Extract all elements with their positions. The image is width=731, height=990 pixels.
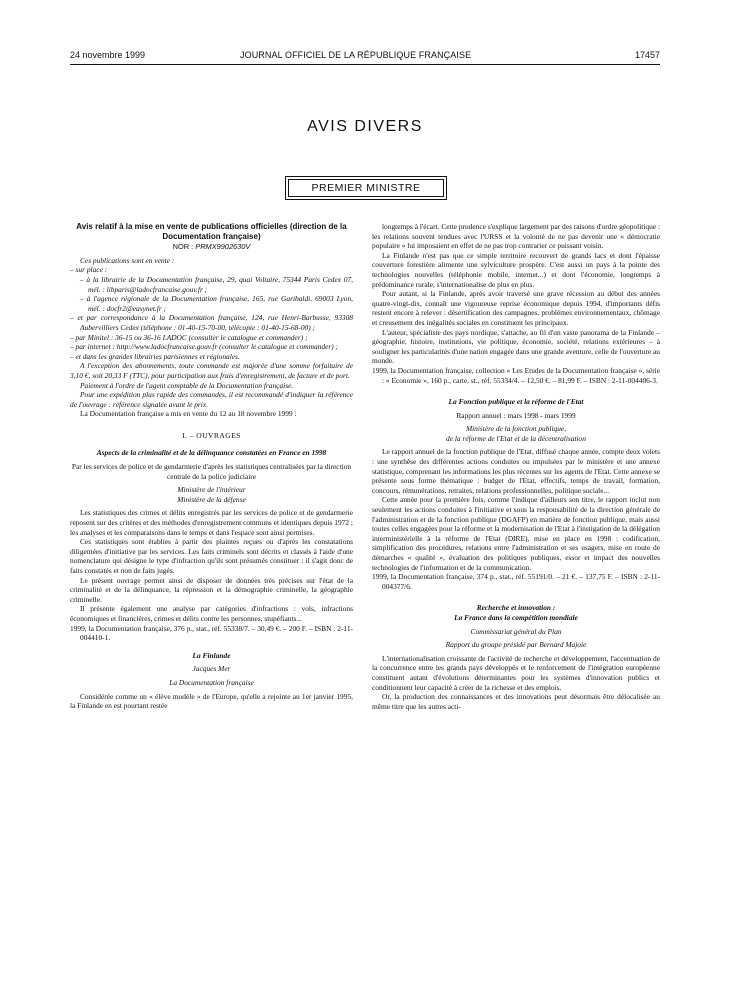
article-title: Recherche et innovation : [476, 603, 556, 613]
article-ministry: Ministère de la fonction publique, [465, 424, 567, 434]
paragraph: L'auteur, spécialiste des pays nordique, s'attache, au fil d'un vaste panorama de la Finlande – géographie, histoire, institutions, vie politique, économie, société, relations extérieures – à souligner les particularités d'une nation engagée dans une grande aventure, celle de l'ouverture au monde. [372, 327, 660, 366]
article-author: Jacques Mer [192, 664, 231, 674]
journal-title: JOURNAL OFFICIEL DE LA RÉPUBLIQUE FRANÇAISE [240, 50, 472, 60]
list-item: – à la librairie de la Documentation française, 29, quai Voltaire, 75344 Paris Cedex 07, mél. : libparis@ladocfrancaise.gouv.fr ; [80, 274, 353, 294]
section-title: AVIS DIVERS [307, 118, 423, 135]
nor-code: PRMX9902630V [195, 242, 251, 252]
paragraph: A l'exception des abonnements, toute commande est majorée d'une somme forfaitaire de 3,10 €, soit 20,33 F (TTC), pour participation aux frais d'enregistrement, de facture et de port. [70, 361, 353, 380]
list-item: – par Minitel : 36-15 ou 36-16 LADOC (consulter le catalogue et commander) ; [70, 332, 308, 342]
notice-title: Avis relatif à la mise en vente de publications officielles (direction de la Documentation française) [76, 222, 347, 241]
article-title: La Finlande [192, 650, 231, 660]
paragraph: Le présent ouvrage permet ainsi de disposer de données très précises sur l'état de la criminalité et de la délinquance, la répression et la démographie criminelle, la géographie criminelle. [70, 575, 353, 604]
paragraph: La Finlande n'est pas que ce simple territoire recouvert de grands lacs et dont l'épaisse couverture forestière alimente une sylviculture prospère. C'est aussi un pays à la pointe des technologies nouvelles (téléphonie mobile, internet...) et dont l'économie, longtemps à prédominance rurale, s'internationalise de plus en plus. [372, 250, 660, 289]
article-ministry: Ministère de l'intérieur [177, 485, 246, 495]
paragraph: Or, la production des connaissances et des innovations peut désormais être délocalisée au même titre que les autres acti- [372, 692, 660, 711]
paragraph: Paiement à l'ordre de l'agent comptable de la Documentation française. [80, 380, 294, 390]
article-title: Aspects de la criminalité et de la délinquance constatées en France en 1998 [96, 448, 327, 458]
paragraph: Pour autant, si la Finlande, après avoir traversé une grave récession au début des années quatre-vingt-dix, connaît une vigoureuse reprise économique depuis 1994, d'importants défis restent encore à relever : désertification des campagnes, problèmes environnementaux, chômage et creusement des inégalités sociales en constituent les principaux. [372, 289, 660, 327]
nor-label: NOR : [172, 242, 194, 252]
page-number: 17457 [634, 50, 660, 60]
list-item: – et dans les grandes librairies parisiennes et régionales. [70, 351, 240, 361]
paragraph: Ces statistiques sont établies à partir des plaintes reçues ou d'après les constatations diligentées d'initiative par les services. Les faits criminels sont décrits et classés à l'aide d'une nomenclature qui désigne le type d'infraction qu'ils sont présumés constituer : il s'agit donc de faits constatés et non de faits jugés. [70, 537, 353, 575]
intro-text: Ces publications sont en vente : [80, 255, 175, 265]
paragraph: Le rapport annuel de la fonction publique de l'Etat, diffusé chaque année, compte deux volets : une synthèse des différentes actions conduites ou impulsées par le ministère et une annexe statistique, comprenant les informations les plus récentes sur les agents de l'Etat. Cette annexe se présente sous forme thématique : budget de l'Etat, effectifs, temps de travail, formation, concours, rémunérations, retraites, relations professionnelles, politique sociale... [372, 447, 660, 495]
paragraph: La Documentation française a mis en vente du 12 au 18 novembre 1999 : [80, 409, 297, 419]
list-item: – sur place : [70, 265, 108, 275]
paragraph: Cette année pour la première fois, comme l'indique d'ailleurs son titre, le rapport inclut non seulement les actions conduites à l'initiative et sous la responsabilité de la direction générale de l'administration et de la fonction publique (DGAFP) en matière de fonction publique, mais aussi toutes celles engagées pour la réforme et la modernisation de l'Etat à l'instigation de la délégation interministérielle à la réforme de l'Etat (DIRE), mise en place en 1998 : codification, simplification des procédures, relations entre l'administration et ses usagers, mise en route de démarches « qualité », évaluation des politiques publiques, essor et impact des nouvelles technologies de l'information et de la communication. [372, 495, 660, 572]
article-reference: 1999, la Documentation française, 374 p., stat., réf. 55191/0. – 21 €. – 137,75 F. – ISBN : 2-11-004377/6. [372, 572, 660, 591]
paragraph: L'internationalisation croissante de l'activité de recherche et développement, l'accentuation de la concurrence entre les grands pays développés et le renforcement de l'intégration européenne constituent autant d'évolutions déterminantes pour les systèmes d'innovation publics et conditionnent leur capacité à créer de la richesse et des emplois. [372, 653, 660, 692]
paragraph: Les statistiques des crimes et délits enregistrés par les services de police et de gendarmerie reposent sur des critères et des méthodes d'enregistrement communs et identiques depuis 1972 ; les analyses et les comparaisons dans le temps et dans l'espace sont ainsi permises. [70, 508, 353, 537]
article-title: La Fonction publique et la réforme de l'Etat [448, 397, 584, 407]
article-publisher: La Documentation française [169, 677, 254, 687]
list-item: – et par correspondance à la Documentation française, 124, rue Henri-Barbusse, 93308 Aubervilliers Cedex (téléphone : 01-40-15-70-00, télécopie : 01-40-15-68-00) ; [70, 313, 353, 332]
list-item: – à l'agence régionale de la Documentation française, 165, rue Garibaldi, 69003 Lyon, mél. : docfr2@easynet.fr ; [80, 294, 353, 313]
paragraph: Il présente également une analyse par catégories d'infractions : vols, infractions économiques et financières, crimes et délits contre les personnes, stupéfiants... [70, 604, 353, 623]
article-reference: 1999, la Documentation française, collection « Les Etudes de la Documentation française », série : « Economie », 160 p., carte, st., réf. 55334/4. – 12,50 €. – 81,99 F. – ISBN : 2-11-004406-3. [372, 365, 660, 385]
list-item: – par internet : http://www.ladocfrancaise.gouv.fr (consulter le catalogue et commander) ; [70, 342, 338, 352]
article-reference: 1999, la Documentation française, 376 p., stat., réf. 55338/7. – 30,49 €. – 200 F. – ISBN : 2-11-004410-1. [70, 623, 353, 643]
article-subtitle: Rapport annuel : mars 1998 - mars 1999 [456, 410, 576, 420]
article-title: La France dans la compétition mondiale [454, 612, 578, 622]
issue-date: 24 novembre 1999 [70, 50, 146, 60]
paragraph: Considérée comme un « élève modèle » de l'Europe, qu'elle a rejointe au 1er janvier 1995, la Finlande en est pourtant restée [70, 691, 353, 711]
ministry-box: PREMIER MINISTRE [285, 176, 447, 200]
article-ministry: de la réforme de l'Etat et de la décentralisation [446, 433, 586, 443]
nor-line [70, 242, 353, 252]
paragraph: longtemps à l'écart. Cette prudence s'explique largement par des raisons d'ordre géopolitique : les relations souvent tendues avec l'URSS et la volonté de ne pas devenir une « démocratie populaire » lui imposaient en effet de ne pas trop contrarier ce puissant voisin. [372, 222, 660, 251]
page-header [70, 50, 660, 64]
article-subtitle: Par les services de police et de gendarmerie d'après les statistiques centralisées par la direction centrale de la police judiciaire [71, 462, 352, 481]
left-column [70, 222, 353, 711]
section-heading: I. – OUVRAGES [182, 430, 241, 440]
article-ministry: Ministère de la défense [177, 494, 246, 504]
article-author: Rapport du groupe présidé par Bernard Majoie [445, 640, 587, 650]
right-column [372, 222, 660, 711]
header-rule [70, 64, 660, 65]
article-publisher: Commissariat général du Plan [470, 626, 562, 636]
paragraph: Pour une expédition plus rapide des commandes, il est recommandé d'indiquer la référence de l'ouvrage : référence signalée avant le prix. [70, 390, 353, 409]
